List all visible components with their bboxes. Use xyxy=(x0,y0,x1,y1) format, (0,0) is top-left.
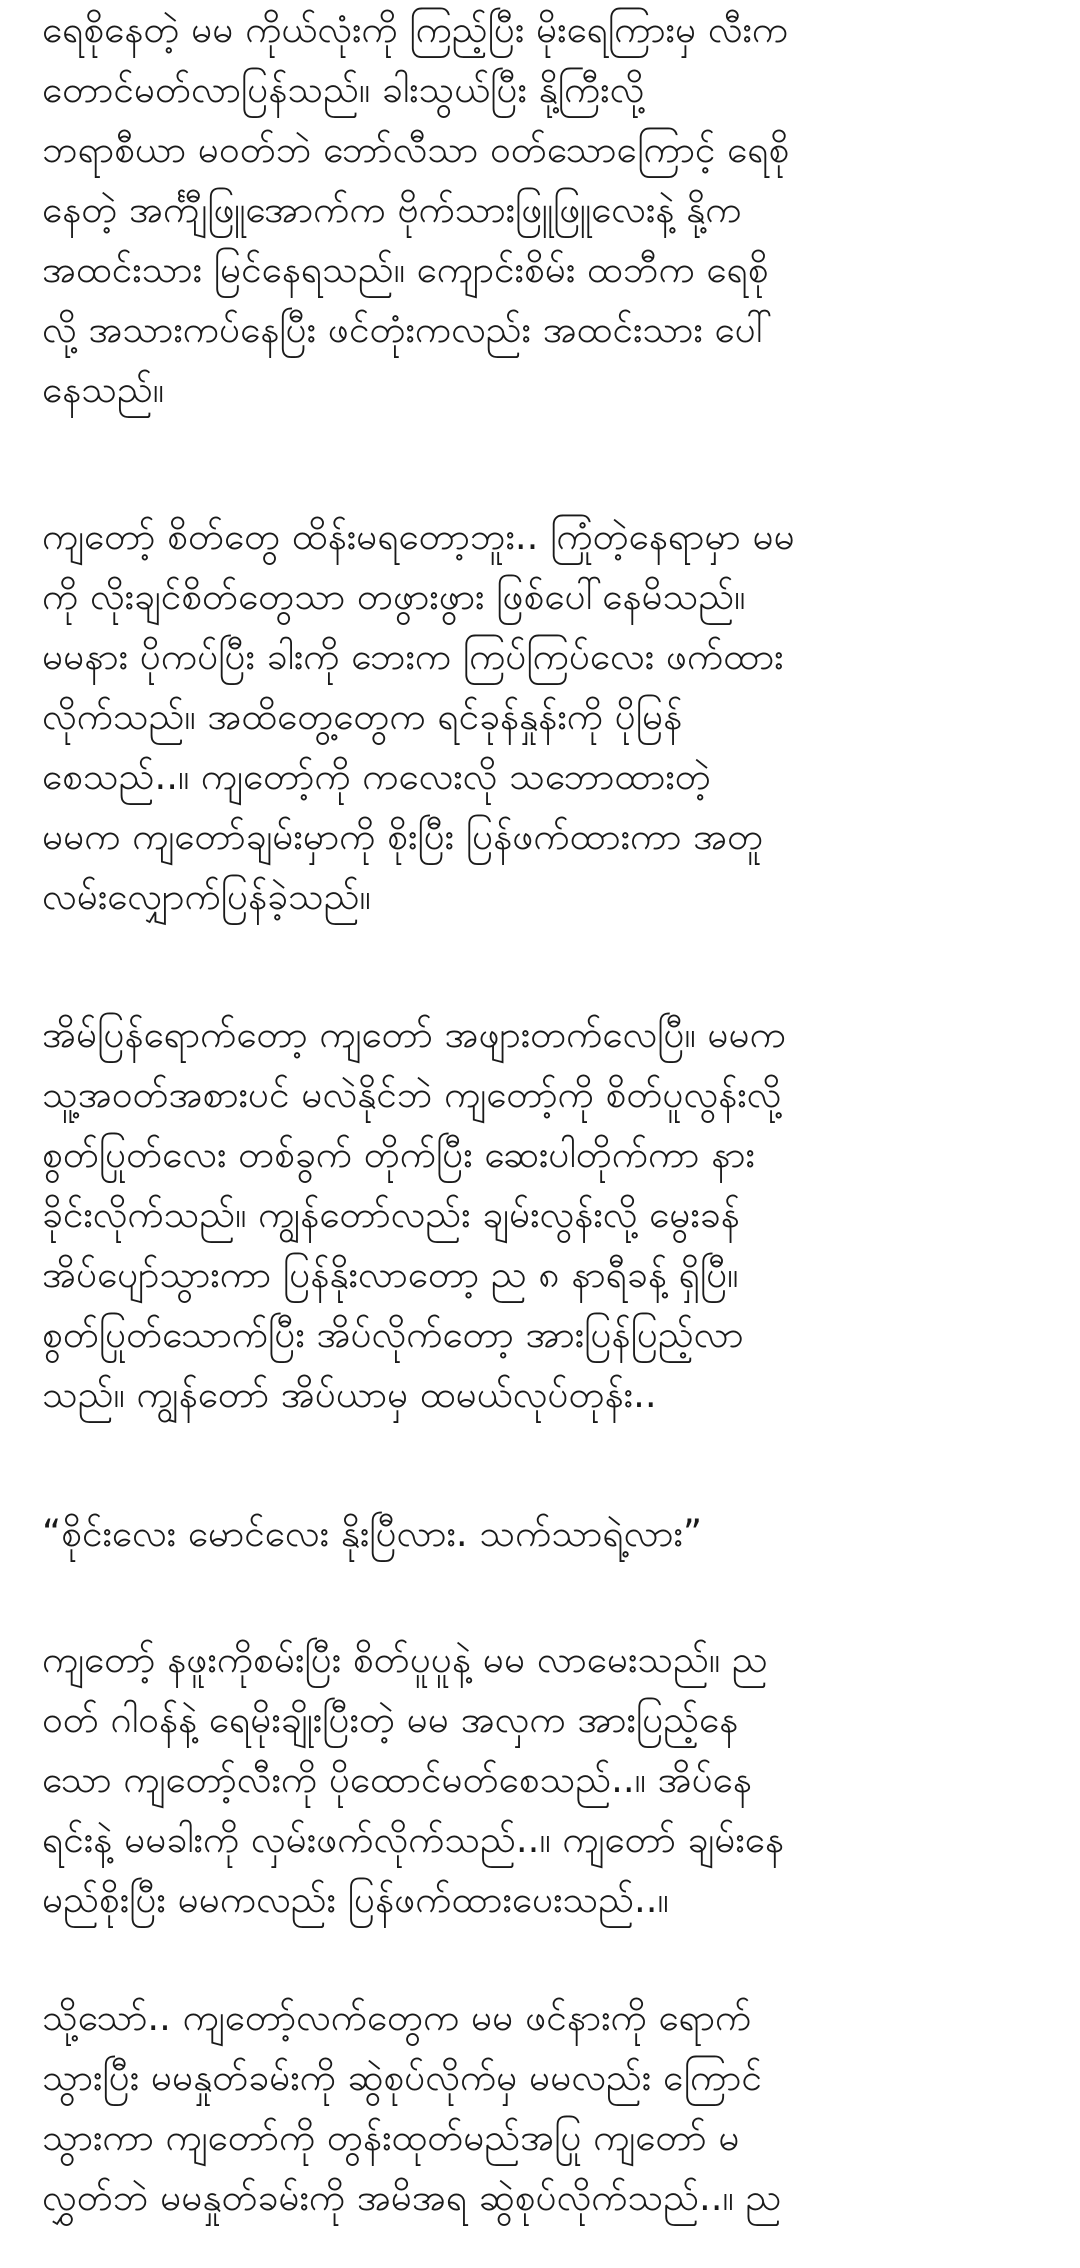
text-line: လမ်းလျှောက်ပြန်ခဲ့သည်။ xyxy=(42,875,371,918)
text-line: အထင်းသား မြင်နေရသည်။ ကျောင်းစိမ်း ထဘီက ရေစို xyxy=(42,248,769,291)
text-line: မမက ကျတော်ချမ်းမှာကို စိုးပြီး ပြန်ဖက်ထားကာ အတူ xyxy=(42,815,764,858)
text-line: စွတ်ပြုတ်သောက်ပြီး အိပ်လိုက်တော့ အားပြန်ပြည့်လာ xyxy=(42,1313,744,1356)
text-line: လွှတ်ဘဲ မမနှုတ်ခမ်းကို အမိအရ ဆွဲစုပ်လိုက်သည်..။ ည xyxy=(42,2176,782,2219)
text-line: သို့သော်.. ကျတော့်လက်တွေက မမ ဖင်နားကို ရောက် xyxy=(42,1996,752,2039)
text-line: ကို လိုးချင်စိတ်တွေသာ တဖွားဖွား ဖြစ်ပေါ်နေမိသည်။ xyxy=(42,575,746,618)
text-line: မည်စိုးပြီး မမကလည်း ပြန်ဖက်ထားပေးသည်..။ xyxy=(42,1878,669,1921)
text-line: မမနား ပိုကပ်ပြီး ခါးကို ဘေးက ကြပ်ကြပ်လေး ဖက်ထား xyxy=(42,635,784,678)
text-line: အိမ်ပြန်ရောက်တော့ ကျတော် အဖျားတက်လေပြီ။ မမက xyxy=(42,1013,786,1056)
text-line: အိပ်ပျော်သွားကာ ပြန်နိုးလာတော့ ည ၈ နာရီခန့် ရှိပြီ။ xyxy=(42,1253,739,1296)
paragraph-1 xyxy=(42,0,789,420)
text-line: သွားပြီး မမနှုတ်ခမ်းကို ဆွဲစုပ်လိုက်မှ မမလည်း ကြောင် xyxy=(42,2056,762,2099)
text-line: နေတဲ့ အင်္ကျီဖြူအောက်က ဗိုက်သားဖြူဖြူလေးနဲ့ နို့က xyxy=(42,188,742,231)
text-line: သူ့အဝတ်အစားပင် မလဲနိုင်ဘဲ ကျတော့်ကို စိတ်ပူလွန်းလို့ xyxy=(42,1073,782,1116)
paragraph-5 xyxy=(42,1630,784,1930)
text-line: ဝတ် ဂါဝန်နဲ့ ရေမိုးချိုးပြီးတဲ့ မမ အလှက အားပြည့်နေ xyxy=(42,1698,739,1741)
paragraph-2 xyxy=(42,507,795,927)
text-line: “စိုင်းလေး မောင်လေး နိုးပြီလား. သက်သာရဲ့လား” xyxy=(42,1512,703,1555)
paragraph-3 xyxy=(42,1005,786,1425)
text-line: စေသည်..။ ကျတော့်ကို ကလေးလို သဘောထားတဲ့ xyxy=(42,755,711,798)
text-line: ရင်းနဲ့ မမခါးကို လှမ်းဖက်လိုက်သည်..။ ကျတော် ချမ်းနေ xyxy=(42,1818,784,1861)
text-line: သည်။ ကျွန်တော် အိပ်ယာမှ ထမယ်လုပ်တုန်း.. xyxy=(42,1373,657,1416)
text-line: သွားကာ ကျတော်ကို တွန်းထုတ်မည်အပြု ကျတော် မ xyxy=(42,2116,740,2159)
text-line: တောင်မတ်လာပြန်သည်။ ခါးသွယ်ပြီး နို့ကြီးလို့ xyxy=(42,68,645,111)
text-line: ကျတော့် နဖူးကိုစမ်းပြီး စိတ်ပူပူနဲ့ မမ လာမေးသည်။ ည xyxy=(42,1638,768,1681)
text-line: လိုက်သည်။ အထိတွေ့တွေက ရင်ခုန်နှုန်းကို ပိုမြန် xyxy=(42,695,683,738)
text-line: စွတ်ပြုတ်လေး တစ်ခွက် တိုက်ပြီး ဆေးပါတိုက်ကာ နား xyxy=(42,1133,755,1176)
text-line: နေသည်။ xyxy=(42,368,164,411)
paragraph-6 xyxy=(42,1988,781,2228)
dialogue-line xyxy=(42,1504,702,1564)
text-line: ရေစိုနေတဲ့ မမ ကိုယ်လုံးကို ကြည့်ပြီး မိုးရေကြားမှ လီးက xyxy=(42,8,789,51)
text-line: သော ကျတော့်လီးကို ပိုထောင်မတ်စေသည်..။ အိပ်နေ xyxy=(42,1758,752,1801)
text-line: ခိုင်းလိုက်သည်။ ကျွန်တော်လည်း ချမ်းလွန်းလို့ မွေးခန် xyxy=(42,1193,740,1236)
text-line: ကျတော့် စိတ်တွေ ထိန်းမရတော့ဘူး.. ကြုံတဲ့နေရာမှာ မမ xyxy=(42,515,795,558)
text-line: လို့ အသားကပ်နေပြီး ဖင်တုံးကလည်း အထင်းသား ပေါ် xyxy=(42,308,773,351)
text-line: ဘရာစီယာ မဝတ်ဘဲ ဘော်လီသာ ဝတ်သောကြောင့် ရေစို xyxy=(42,128,790,171)
